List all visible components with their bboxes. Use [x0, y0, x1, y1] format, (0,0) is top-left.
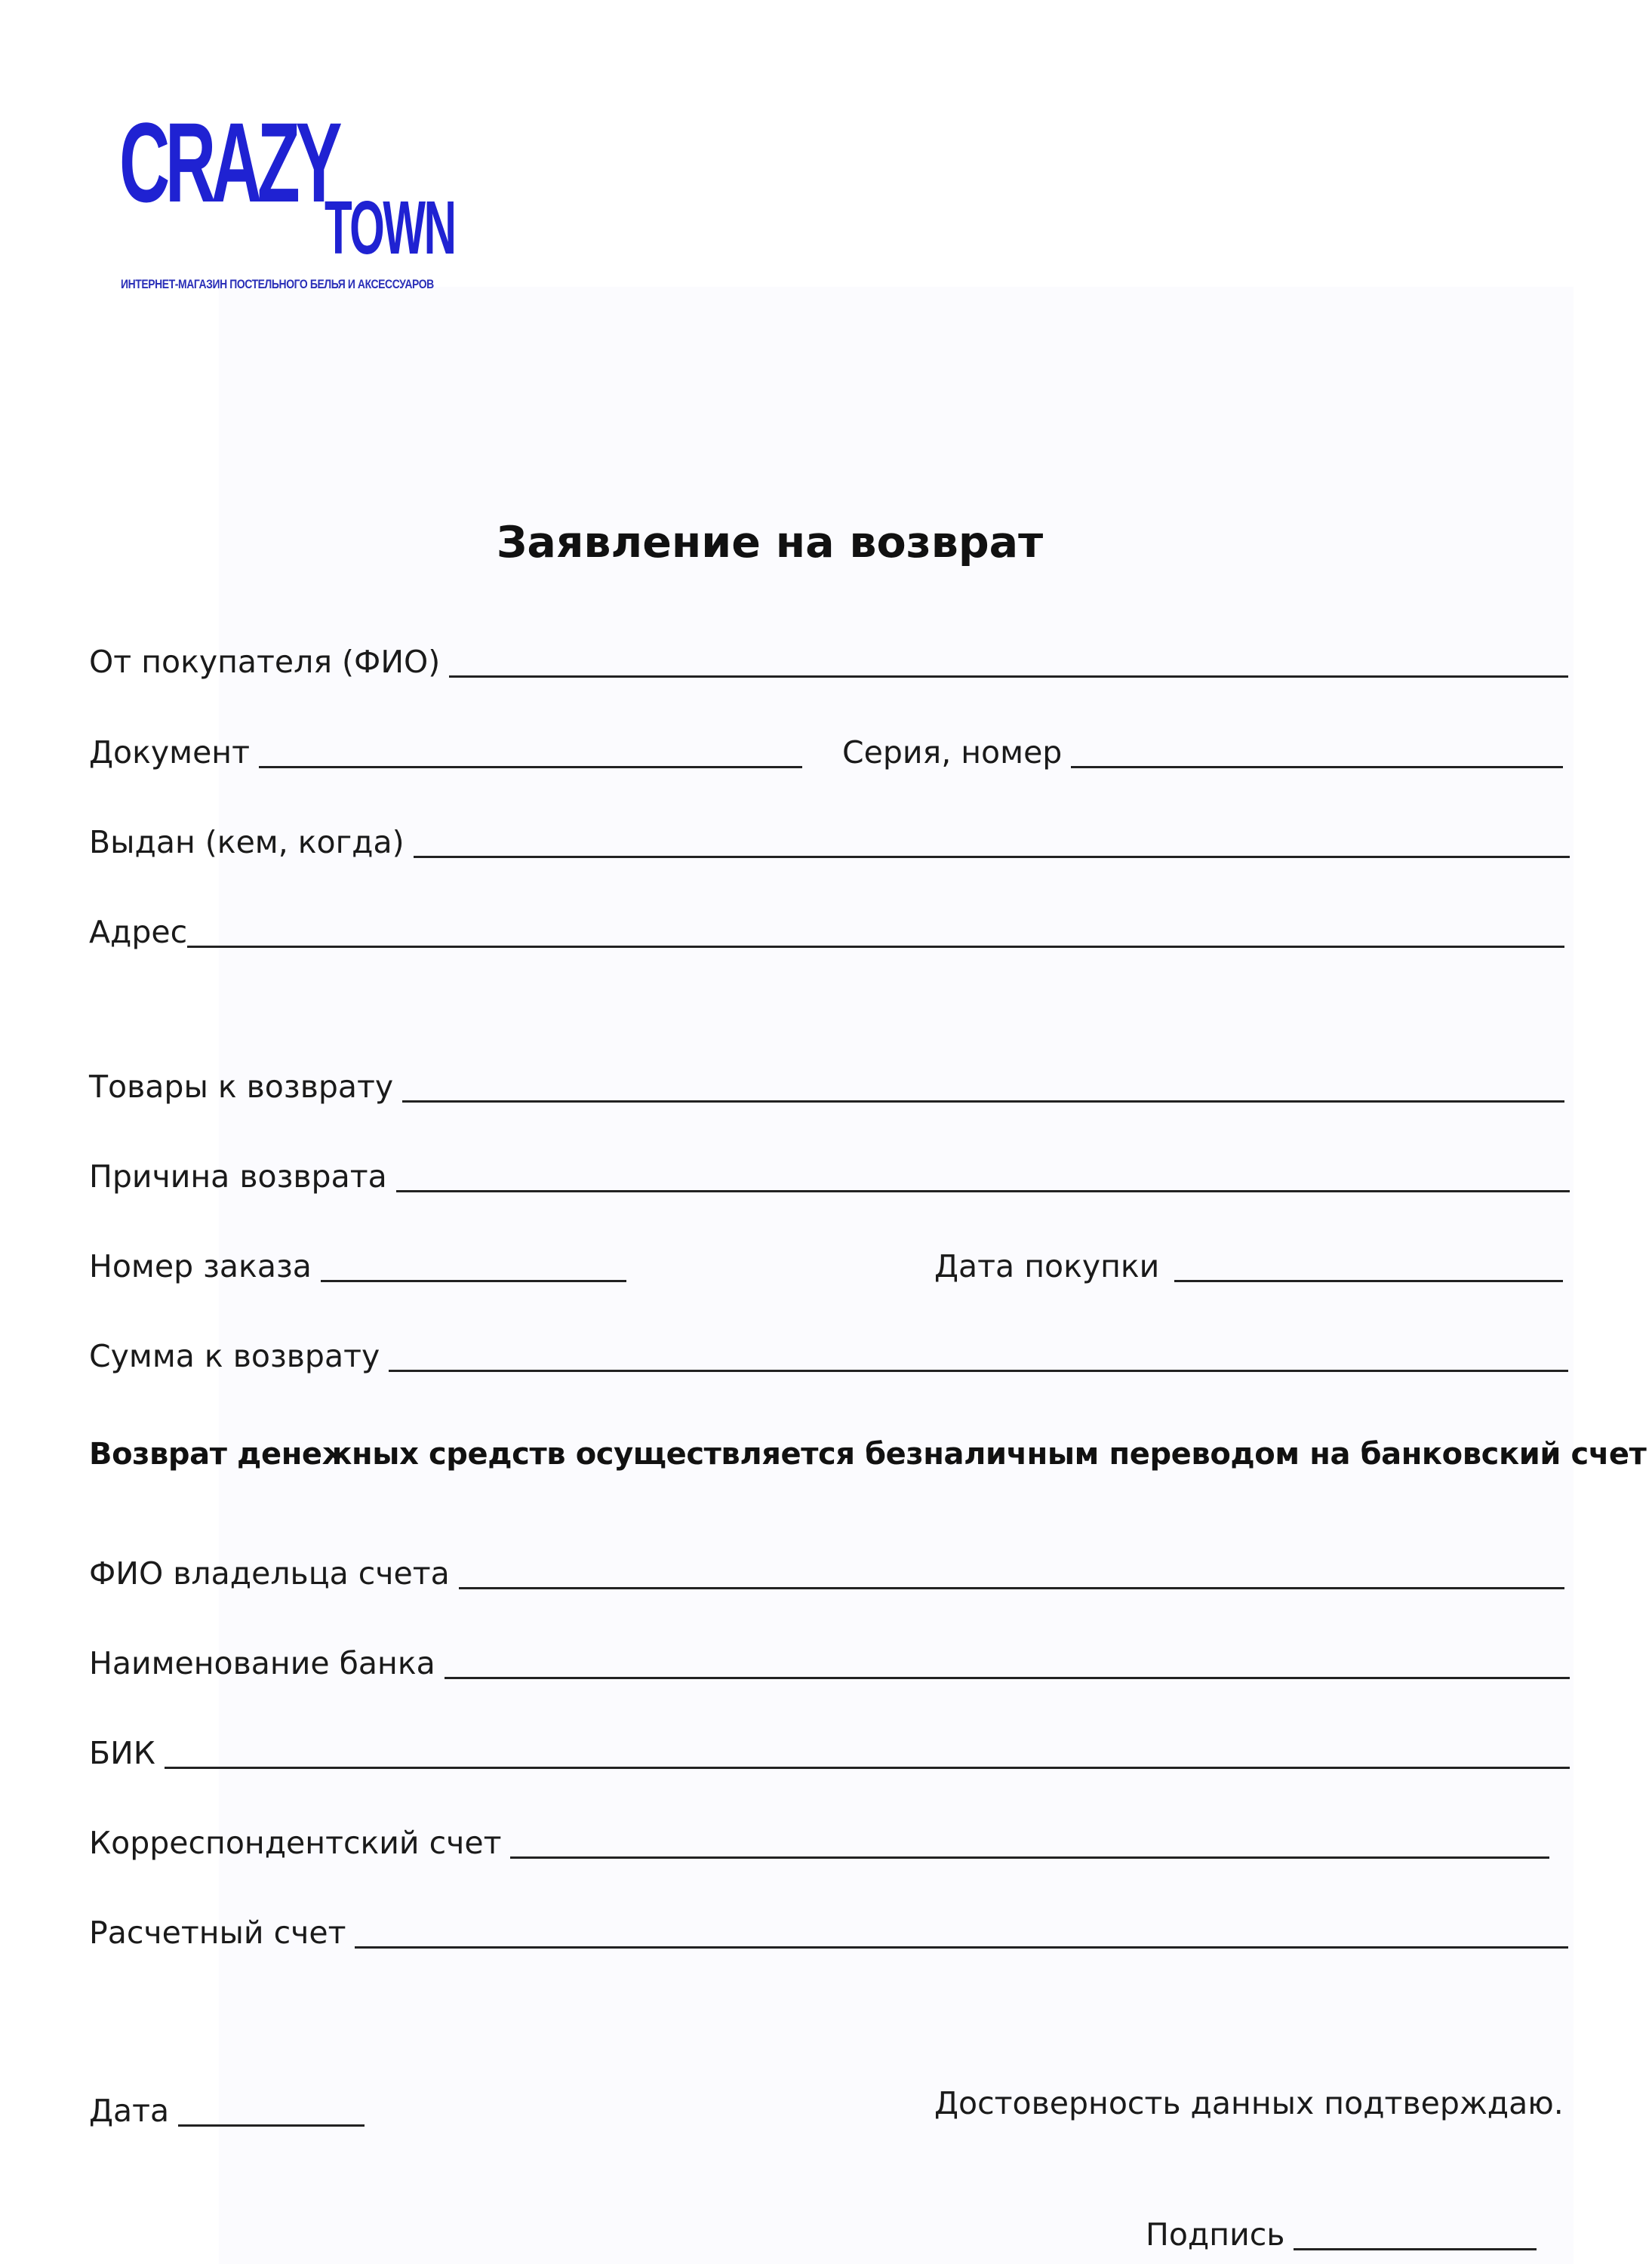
buyer-fio-field[interactable] — [89, 635, 1568, 681]
date-line[interactable] — [178, 2091, 365, 2127]
account-row — [89, 1906, 1568, 1952]
bank-name-label: Наименование банка — [89, 1645, 435, 1681]
owner-line[interactable] — [459, 1554, 1564, 1589]
goods-row — [89, 1060, 1564, 1106]
account-label: Расчетный счет — [89, 1915, 346, 1951]
amount-row — [89, 1330, 1568, 1375]
reason-line[interactable] — [396, 1157, 1570, 1192]
account-field[interactable] — [89, 1906, 1568, 1952]
address-field[interactable] — [89, 906, 1564, 951]
signature-line[interactable] — [1294, 2215, 1537, 2250]
series-number-line[interactable] — [1071, 733, 1563, 768]
date-field[interactable] — [89, 2084, 365, 2130]
document-label: Документ — [89, 734, 250, 771]
order-number-line[interactable] — [321, 1247, 626, 1282]
bik-row — [89, 1727, 1570, 1772]
series-number-field[interactable] — [842, 726, 1563, 771]
amount-line[interactable] — [389, 1337, 1568, 1372]
date-label: Дата — [89, 2093, 170, 2129]
signature-label: Подпись — [1146, 2216, 1285, 2253]
goods-label: Товары к возврату — [89, 1069, 394, 1105]
address-line[interactable] — [187, 912, 1564, 948]
reason-label: Причина возврата — [89, 1158, 387, 1195]
purchase-date-label: Дата покупки — [934, 1248, 1160, 1284]
address-label: Адрес — [89, 914, 188, 950]
document-line[interactable] — [259, 733, 802, 768]
logo-brand-bottom: TOWN — [325, 186, 455, 270]
page-title: Заявление на возврат — [496, 518, 1044, 568]
logo-brand-top: CRAZY — [119, 99, 338, 226]
signature-field[interactable] — [1146, 2208, 1537, 2253]
buyer-fio-line[interactable] — [449, 642, 1568, 678]
issued-row — [89, 816, 1570, 861]
bank-name-row — [89, 1637, 1570, 1682]
corr-account-field[interactable] — [89, 1816, 1549, 1862]
buyer-fio-label: От покупателя (ФИО) — [89, 644, 441, 680]
corr-account-line[interactable] — [510, 1823, 1549, 1859]
refund-notice: Возврат денежных средств осуществляется безналичным переводом на банковский счет — [89, 1437, 1647, 1472]
logo-tagline: ИНТЕРНЕТ-МАГАЗИН ПОСТЕЛЬНОГО БЕЛЬЯ И АКСЕССУАРОВ — [121, 277, 434, 291]
date-row — [89, 2084, 365, 2130]
buyer-fio-row — [89, 635, 1568, 681]
document-field[interactable] — [89, 726, 802, 771]
owner-label: ФИО владельца счета — [89, 1555, 450, 1592]
issued-line[interactable] — [414, 823, 1570, 858]
owner-field[interactable] — [89, 1547, 1564, 1592]
reason-field[interactable] — [89, 1150, 1570, 1195]
goods-field[interactable] — [89, 1060, 1564, 1106]
owner-row — [89, 1547, 1564, 1592]
amount-label: Сумма к возврату — [89, 1338, 380, 1374]
document-row — [89, 726, 1568, 771]
issued-field[interactable] — [89, 816, 1570, 861]
goods-line[interactable] — [402, 1067, 1564, 1103]
bik-field[interactable] — [89, 1727, 1570, 1772]
purchase-date-line[interactable] — [1174, 1247, 1563, 1282]
purchase-date-field[interactable] — [934, 1240, 1563, 1285]
amount-field[interactable] — [89, 1330, 1568, 1375]
order-number-field[interactable] — [89, 1240, 626, 1285]
corr-account-row — [89, 1816, 1549, 1862]
reason-row — [89, 1150, 1570, 1195]
address-row — [89, 906, 1564, 951]
signature-row — [1146, 2208, 1537, 2253]
issued-label: Выдан (кем, когда) — [89, 824, 405, 860]
account-line[interactable] — [355, 1913, 1568, 1949]
bank-name-field[interactable] — [89, 1637, 1570, 1682]
corr-account-label: Корреспондентский счет — [89, 1825, 502, 1861]
bik-line[interactable] — [165, 1733, 1570, 1769]
bank-name-line[interactable] — [445, 1644, 1570, 1679]
order-number-row — [89, 1240, 1568, 1285]
crazytown-logo — [119, 98, 466, 298]
order-number-label: Номер заказа — [89, 1248, 312, 1284]
bik-label: БИК — [89, 1735, 155, 1771]
series-number-label: Серия, номер — [842, 734, 1063, 771]
confirm-text: Достоверность данных подтверждаю. — [934, 2085, 1564, 2121]
